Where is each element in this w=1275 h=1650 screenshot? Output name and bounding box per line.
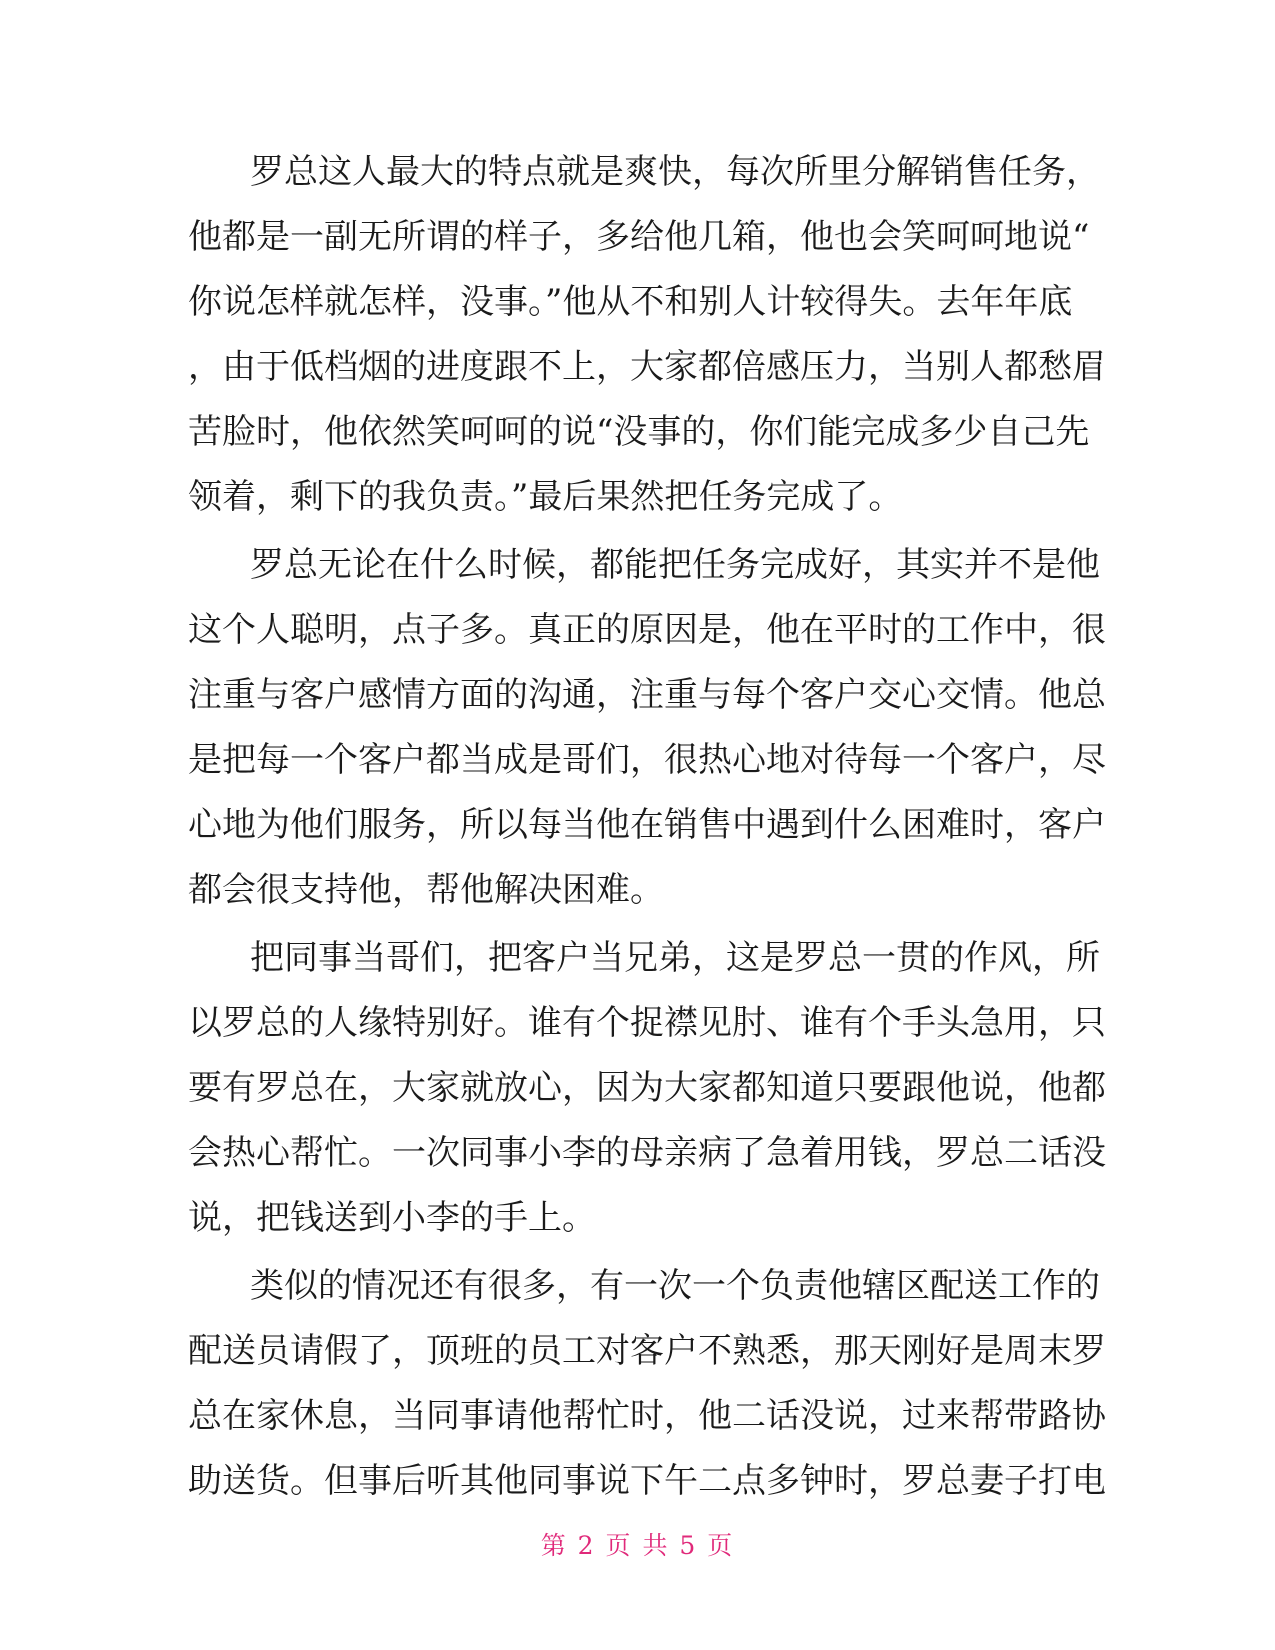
text-line: 这个人聪明，点子多。真正的原因是，他在平时的工作中，很 [188,610,1106,650]
page-number-text: 第 2 页 共 5 页 [540,1531,735,1560]
text-line: 罗总无论在什么时候，都能把任务完成好，其实并不是他 [250,545,1100,585]
document-body [188,140,1106,1514]
paragraph [188,1254,1106,1514]
text-line: ，由于低档烟的进度跟不上，大家都倍感压力，当别人都愁眉 [188,347,1106,387]
paragraph [188,926,1106,1254]
text-line: 都会很支持他，帮他解决困难。 [188,870,664,910]
text-line: 领着，剩下的我负责。”最后果然把任务完成了。 [188,477,903,517]
text-line: 罗总这人最大的特点就是爽快，每次所里分解销售任务， [250,152,1100,192]
paragraph [188,140,1106,533]
text-line: 心地为他们服务，所以每当他在销售中遇到什么困难时，客户 [188,805,1106,845]
text-line: 以罗总的人缘特别好。谁有个捉襟见肘、谁有个手头急用，只 [188,1003,1106,1043]
text-line: 是把每一个客户都当成是哥们，很热心地对待每一个客户，尽 [188,740,1106,780]
text-line: 类似的情况还有很多，有一次一个负责他辖区配送工作的 [250,1266,1100,1306]
text-line: 注重与客户感情方面的沟通，注重与每个客户交心交情。他总 [188,675,1106,715]
paragraph [188,533,1106,926]
text-line: 苦脸时，他依然笑呵呵的说“没事的，你们能完成多少自己先 [188,412,1090,452]
text-line: 助送货。但事后听其他同事说下午二点多钟时，罗总妻子打电 [188,1461,1106,1501]
text-line: 会热心帮忙。一次同事小李的母亲病了急着用钱，罗总二话没 [188,1133,1106,1173]
text-line: 你说怎样就怎样，没事。”他从不和别人计较得失。去年年底 [188,282,1073,322]
text-line: 总在家休息，当同事请他帮忙时，他二话没说，过来帮带路协 [188,1396,1106,1436]
text-line: 配送员请假了，顶班的员工对客户不熟悉，那天刚好是周末罗 [188,1331,1106,1371]
text-line: 要有罗总在，大家就放心，因为大家都知道只要跟他说，他都 [188,1068,1106,1108]
text-line: 把同事当哥们，把客户当兄弟，这是罗总一贯的作风，所 [250,938,1100,978]
page-number-footer [0,1526,1275,1562]
text-line: 说，把钱送到小李的手上。 [188,1198,596,1238]
text-line: 他都是一副无所谓的样子，多给他几箱，他也会笑呵呵地说“ [188,217,1090,257]
